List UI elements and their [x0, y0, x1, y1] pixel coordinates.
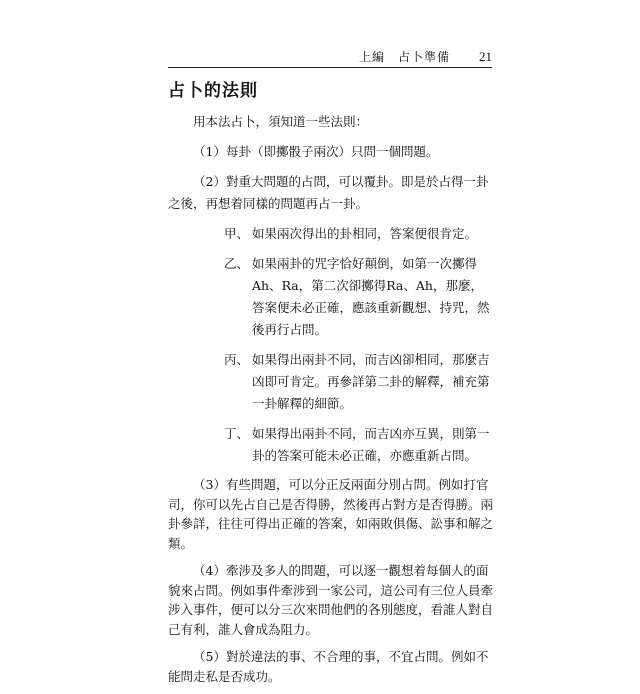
subpoint-marker: 甲、 [224, 226, 250, 241]
subpoint-marker: 乙、 [224, 256, 250, 271]
intro-paragraph: 用本法占卜，須知道一些法則： [193, 114, 369, 129]
rule-4-paragraph: （4）牽涉及多人的問題，可以逐一觀想着每個人的面貌來占問。例如事件牽涉到一家公司，這公司有三位人員牽涉入事件，便可以分三次來問他們的各別態度，看誰人對自己有利，誰人會成為阻力。 [168, 563, 494, 637]
subpoint-marker: 丙、 [224, 352, 250, 367]
subpoint-item [168, 349, 492, 415]
subpoint-text: 如果得出兩卦不同，而吉凶卻相同，那麼吉凶即可肯定。再參詳第二卦的解釋，補充第一卦解釋的細節。 [252, 352, 490, 411]
rule-1-paragraph: （1）每卦（即擲骰子兩次）只問一個問題。 [193, 144, 439, 159]
page-number: 21 [479, 49, 492, 64]
subpoint-text: 如果兩卦的咒字恰好顛倒，如第一次擲得Ah、Ra，第二次卻擲得Ra、Ah，那麼，答案便未必正確，應該重新觀想、持咒，然後再行占問。 [252, 256, 490, 337]
subpoint-item [168, 223, 492, 245]
running-head-section: 上編 占卜準備 [358, 50, 450, 64]
subpoint-item [168, 253, 492, 341]
subpoint-item [168, 423, 492, 467]
running-head [168, 50, 492, 68]
subpoint-marker: 丁、 [224, 426, 250, 441]
subpoint-text: 如果兩次得出的卦相同，答案便很肯定。 [252, 226, 478, 241]
rule-5-paragraph: （5）對於違法的事、不合理的事，不宜占問。例如不能問走私是否成功。 [168, 649, 489, 684]
rule-3-paragraph: （3）有些問題，可以分正反兩面分別占問。例如打官司，你可以先占自己是否得勝，然後再占對方是否得勝。兩卦參詳，往往可得出正確的答案，如兩敗俱傷、訟事和解之類。 [168, 477, 494, 551]
section-title: 占卜的法則 [168, 81, 258, 101]
header-rule [168, 67, 492, 68]
body-text [168, 108, 498, 694]
subpoint-text: 如果得出兩卦不同，而吉凶亦互異，則第一卦的答案可能未必正確，亦應重新占問。 [252, 426, 490, 463]
rule-2-paragraph: （2）對重大問題的占問，可以覆卦。即是於占得一卦之後，再想着同樣的問題再占一卦。 [168, 174, 489, 211]
